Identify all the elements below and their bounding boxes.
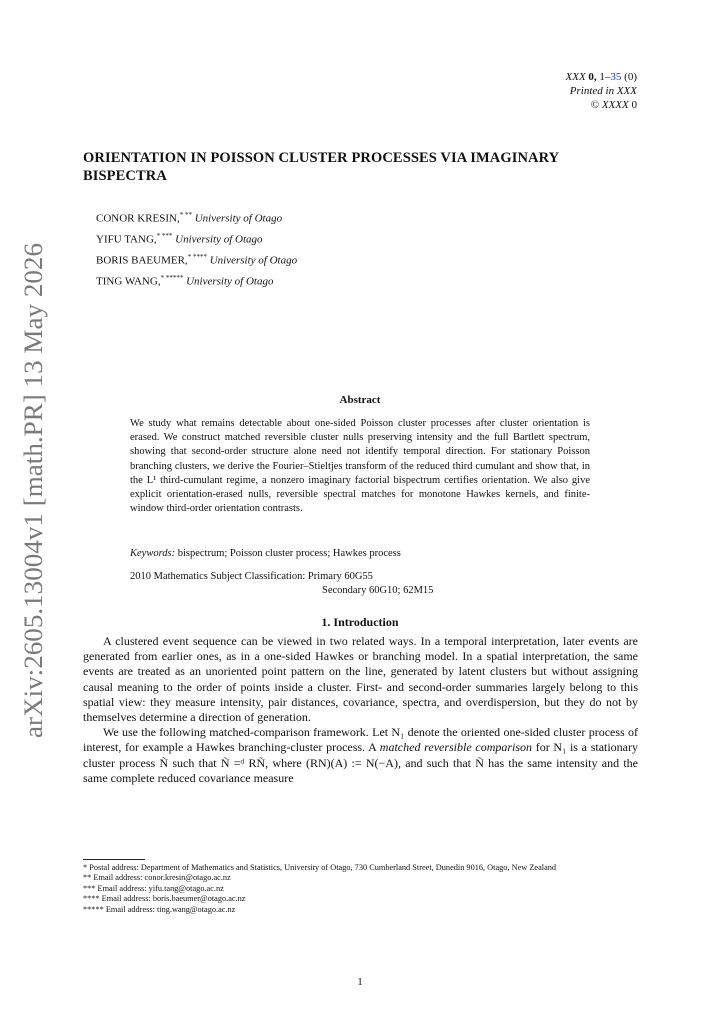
paper-title: ORIENTATION IN POISSON CLUSTER PROCESSES VIA IMAGINARY BISPECTRA xyxy=(83,150,559,184)
page-range-link[interactable]: 35 xyxy=(610,71,622,83)
section-heading: 1. Introduction xyxy=(321,615,399,629)
journal-header xyxy=(566,70,638,112)
footnote: ***** Email address: ting.wang@otago.ac.nz xyxy=(83,904,236,914)
introduction-body xyxy=(83,634,638,786)
keywords-list: bispectrum; Poisson cluster process; Hawkes process xyxy=(177,548,401,559)
author-name: CONOR KRESIN, xyxy=(96,212,180,225)
author-affiliation: University of Otago xyxy=(175,233,263,246)
author-affiliation: University of Otago xyxy=(194,212,283,225)
author-marks: * ** xyxy=(179,211,192,219)
footnote: *** Email address: yifu.tang@otago.ac.nz xyxy=(83,883,224,893)
author-marks: * **** xyxy=(187,253,207,262)
copyright-name: XXXX xyxy=(601,99,629,111)
journal-name: XXX xyxy=(565,71,586,83)
footnote-divider xyxy=(83,859,145,860)
arxiv-stamp xyxy=(10,240,50,740)
abstract-text: We study what remains detectable about one-sided Poisson cluster processes after cluster orientation is erased. We construct matched reversible cluster nulls preserving intensity and the full Bartlett spectrum, showing that second-order structure alone need not identify temporal direction. For stationary Poisson branching clusters, we derive the Fourier–Stieltjes transform of the reduced third cumulant and show that, in the L¹ third-cumulant regime, a nonzero imaginary factorial bispectrum certifies orientation. We also give explicit orientation-erased nulls, reversible spectral matches for monotone Hawkes kernels, and finite-window third-order orientation contrasts. xyxy=(130,418,590,515)
journal-year: (0) xyxy=(624,71,637,83)
msc-classification xyxy=(130,570,433,598)
keywords xyxy=(130,548,590,559)
author-name: BORIS BAEUMER, xyxy=(96,254,188,267)
abstract-heading: Abstract xyxy=(339,394,381,406)
author-affiliation: University of Otago xyxy=(209,254,298,267)
author-marks: * ***** xyxy=(160,274,184,283)
paragraph-text: for N₁ is a stationary cluster process Ñ such that Ñ =ᵈ RÑ, where (RN)(A) := N(−A), and such that Ñ has the same intensity and the same complete reduced covariance measure xyxy=(83,740,639,785)
copyright-year: 0 xyxy=(631,99,637,111)
footnote: * Postal address: Department of Mathematics and Statistics, University of Otago, 730 Cumberland Street, Dunedin 9016, Otago, New Zealand xyxy=(83,863,557,872)
journal-volume: 0, xyxy=(588,71,597,83)
printed-in: Printed in XXX xyxy=(569,85,637,97)
page-number: 1 xyxy=(357,976,363,988)
author-name: YIFU TANG, xyxy=(96,233,157,246)
author-entry xyxy=(96,207,297,228)
author-name: TING WANG, xyxy=(96,276,161,289)
author-marks: * *** xyxy=(156,232,173,241)
author-entry xyxy=(96,228,297,249)
page-range-prefix: 1– xyxy=(599,71,611,83)
author-entry xyxy=(96,249,297,270)
paragraph xyxy=(83,725,638,786)
copyright-symbol: © xyxy=(590,99,600,111)
keywords-label: Keywords: xyxy=(130,548,176,559)
arxiv-identifier: arXiv:2605.13004v1 [math.PR] 13 May 2026 xyxy=(19,262,48,738)
author-list xyxy=(96,207,297,292)
footnotes xyxy=(83,863,643,915)
msc-primary: 2010 Mathematics Subject Classification: Primary 60G55 xyxy=(130,571,373,582)
paragraph: A clustered event sequence can be viewed in two related ways. In a temporal interpretation, later events are generated from earlier ones, as in a one-sided Hawkes or branching model. In a spatial interpretation, the same events are treated as an unoriented point pattern on the line, generated by latent clusters but without assigning causal meaning to the order of points inside a cluster. First- and second-order summaries largely belong to this spatial view: they measure intensity, pair distances, covariance, spectra, and overdispersion, but they do not by themselves determine a direction of generation. xyxy=(83,634,638,725)
emphasis-term: matched reversible comparison xyxy=(379,740,533,755)
author-affiliation: University of Otago xyxy=(186,276,274,289)
msc-secondary: Secondary 60G10; 62M15 xyxy=(322,585,434,596)
footnote: **** Email address: boris.baeumer@otago.ac.nz xyxy=(83,894,246,904)
author-entry xyxy=(96,270,297,291)
paragraph-text: We use the following matched-comparison framework. Let N₁ denote the oriented one-sided cluster process of interest, for example a Hawkes branching-cluster process. A xyxy=(83,725,638,755)
footnote: ** Email address: conor.kresin@otago.ac.nz xyxy=(83,873,231,883)
